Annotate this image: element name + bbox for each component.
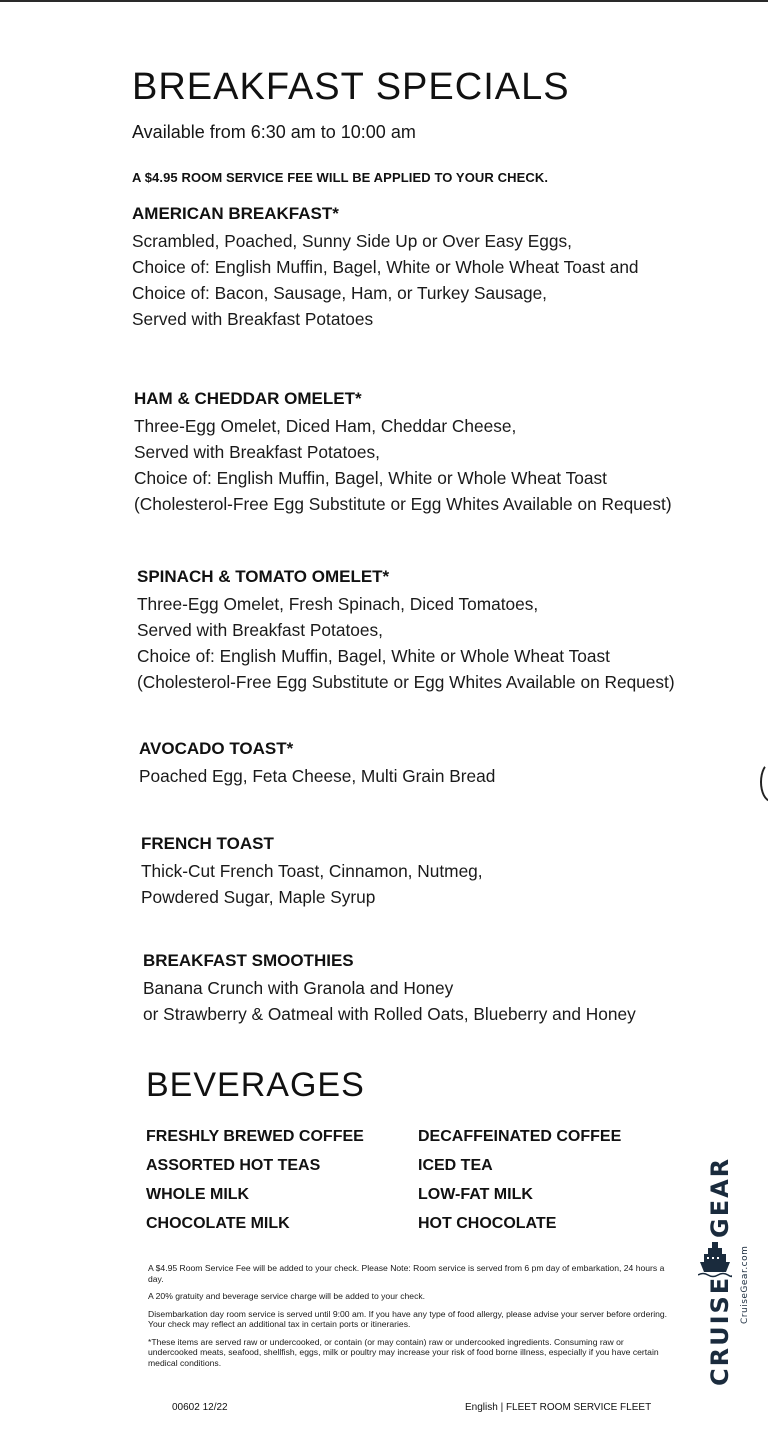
top-border (0, 0, 768, 2)
fine-print-note: Disembarkation day room service is served until 9:00 am. If you have any type of food allergy, please advise your server before ordering. Your check may reflect an additional tax in certain ports or itineraries. (148, 1308, 668, 1329)
footer-language-fleet: English | FLEET ROOM SERVICE FLEET (465, 1402, 652, 1413)
menu-item-description-line: Choice of: English Muffin, Bagel, White or Whole Wheat Toast (137, 646, 610, 666)
beverage-item: FRESHLY BREWED COFFEE (146, 1128, 364, 1145)
menu-item-description-line: Poached Egg, Feta Cheese, Multi Grain Bread (139, 766, 496, 786)
beverage-item: DECAFFEINATED COFFEE (418, 1128, 622, 1145)
footer-code: 00602 12/22 (172, 1402, 228, 1413)
fine-print-note: A 20% gratuity and beverage service charge will be added to your check. (148, 1291, 426, 1301)
watermark-word-cruise: CRUISE (706, 1275, 734, 1386)
beverage-item: HOT CHOCOLATE (418, 1215, 557, 1232)
menu-item-description-line: Three-Egg Omelet, Diced Ham, Cheddar Cheese, (134, 416, 517, 436)
fine-print-note: *These items are served raw or undercooked, or contain (or may contain) raw or undercooked ingredients. Consuming raw or undercooked meats, seafood, shellfish, eggs, milk or poultry may increase your risk of food borne illness, especially if you have certain medical conditions. (148, 1336, 659, 1368)
fine-print (148, 1263, 668, 1375)
menu-item-description-line: (Cholesterol-Free Egg Substitute or Egg Whites Available on Request) (137, 672, 675, 692)
menu-item-description-line: Choice of: English Muffin, Bagel, White or Whole Wheat Toast (134, 468, 607, 488)
watermark-word-gear: GEAR (706, 1156, 734, 1238)
menu-item-avocado-toast (139, 739, 749, 789)
menu-item-description-line: Served with Breakfast Potatoes (132, 309, 374, 329)
menu-item-breakfast-smoothies (143, 951, 753, 1027)
menu-item-spinach-tomato-omelet (137, 567, 747, 695)
menu-item-description-line: Powdered Sugar, Maple Syrup (141, 887, 376, 907)
availability-text: Available from 6:30 am to 10:00 am (132, 122, 416, 142)
menu-item-french-toast (141, 834, 751, 910)
cruise-gear-watermark (696, 1156, 760, 1390)
menu-item-name: SPINACH & TOMATO OMELET* (137, 567, 390, 586)
menu-item-name: HAM & CHEDDAR OMELET* (134, 389, 362, 408)
menu-item-description-line: Three-Egg Omelet, Fresh Spinach, Diced Tomatoes, (137, 594, 539, 614)
beverage-item: CHOCOLATE MILK (146, 1215, 290, 1232)
menu-item-ham-cheddar-omelet (134, 389, 744, 517)
menu-item-description-line: Served with Breakfast Potatoes, (137, 620, 383, 640)
page-title: BREAKFAST SPECIALS (132, 66, 570, 108)
menu-item-american-breakfast (132, 204, 742, 332)
menu-item-description-line: Choice of: English Muffin, Bagel, White or Whole Wheat Toast and (132, 257, 639, 277)
menu-item-name: FRENCH TOAST (141, 834, 274, 853)
menu-item-description-line: Thick-Cut French Toast, Cinnamon, Nutmeg, (141, 861, 483, 881)
menu-item-description-line: Scrambled, Poached, Sunny Side Up or Over Easy Eggs, (132, 231, 572, 251)
beverage-item: WHOLE MILK (146, 1186, 250, 1203)
fine-print-note: A $4.95 Room Service Fee will be added to your check. Please Note: Room service is served from 6 pm day of embarkation, 24 hours a day. (148, 1263, 665, 1284)
menu-item-description-line: Choice of: Bacon, Sausage, Ham, or Turkey Sausage, (132, 283, 547, 303)
fee-notice: A $4.95 ROOM SERVICE FEE WILL BE APPLIED TO YOUR CHECK. (132, 170, 549, 185)
cruise-ship-icon (698, 1238, 732, 1278)
menu-item-description-line: Served with Breakfast Potatoes, (134, 442, 380, 462)
menu-item-description-line: Banana Crunch with Granola and Honey (143, 978, 454, 998)
menu-item-description-line: or Strawberry & Oatmeal with Rolled Oats, Blueberry and Honey (143, 1004, 636, 1024)
menu-item-description-line: (Cholesterol-Free Egg Substitute or Egg Whites Available on Request) (134, 494, 672, 514)
beverage-item: ASSORTED HOT TEAS (146, 1157, 321, 1174)
beverages-title: BEVERAGES (146, 1066, 365, 1104)
watermark-url: CruiseGear.com (740, 1245, 750, 1324)
beverage-item: LOW-FAT MILK (418, 1186, 533, 1203)
menu-item-name: AMERICAN BREAKFAST* (132, 204, 339, 223)
beverage-item: ICED TEA (418, 1157, 493, 1174)
page-edge-mark (760, 762, 768, 802)
menu-item-name: BREAKFAST SMOOTHIES (143, 951, 354, 970)
menu-item-name: AVOCADO TOAST* (139, 739, 294, 758)
beverages-list (146, 1126, 666, 1234)
